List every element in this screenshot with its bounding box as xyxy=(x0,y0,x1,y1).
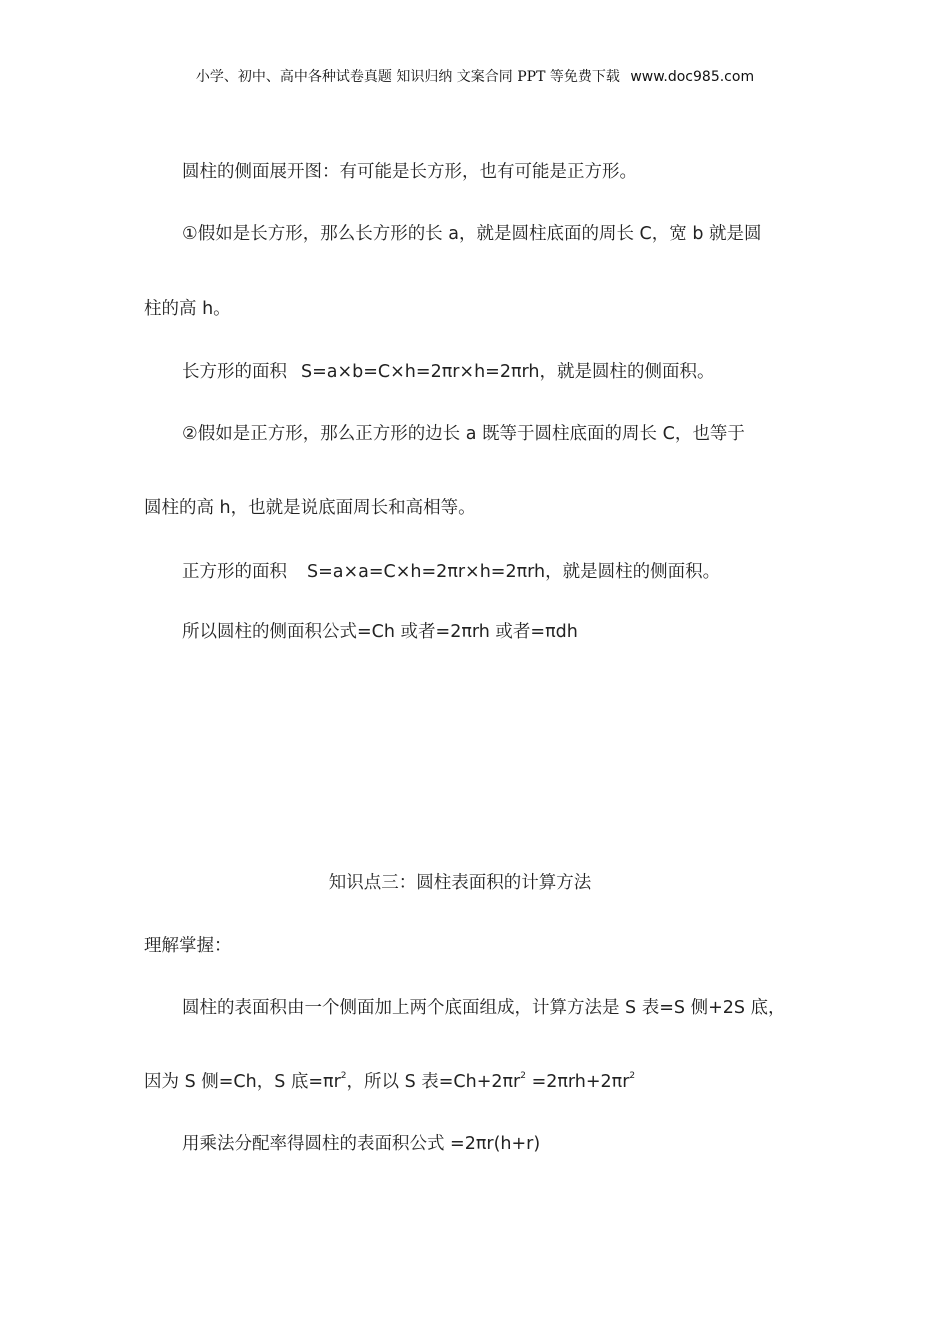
square-area-formula: S=a×a=C×h=2πr×h=2πrh，就是圆柱的侧面积。 xyxy=(307,562,721,582)
header-site-link[interactable]: www.doc985.com xyxy=(630,69,755,85)
superscript-2: 2 xyxy=(340,1071,347,1081)
header-text: 小学、初中、高中各种试卷真题 知识归纳 文案合同 PPT 等免费下载 xyxy=(195,69,620,85)
rectangle-area-label: 长方形的面积 xyxy=(182,362,287,382)
paragraph-square-case-line2: 圆柱的高 h，也就是说底面周长和高相等。 xyxy=(144,498,476,518)
surface-line2-part-a: 因为 S 侧=Ch，S 底=πr xyxy=(144,1072,341,1092)
paragraph-square-area xyxy=(182,560,720,584)
section-subtitle: 理解掌握： xyxy=(144,936,232,956)
surface-line2-part-c: =2πrh+2πr xyxy=(526,1072,630,1092)
surface-line2-part-b: ，所以 S 表=Ch+2πr xyxy=(346,1072,521,1092)
square-area-label: 正方形的面积 xyxy=(182,562,287,582)
superscript-2: 2 xyxy=(520,1071,526,1081)
paragraph-lateral-unfold: 圆柱的侧面展开图：有可能是长方形，也有可能是正方形。 xyxy=(182,162,637,182)
paragraph-rectangle-case-line2: 柱的高 h。 xyxy=(144,299,231,319)
paragraph-rectangle-area xyxy=(182,360,715,384)
section-title: 知识点三：圆柱表面积的计算方法 xyxy=(328,873,592,893)
paragraph-lateral-formula: 所以圆柱的侧面积公式=Ch 或者=2πrh 或者=πdh xyxy=(182,622,578,642)
paragraph-surface-formula: 用乘法分配率得圆柱的表面积公式 =2πr(h+r) xyxy=(182,1134,541,1154)
paragraph-surface-area-line2 xyxy=(144,1070,635,1094)
superscript-2: 2 xyxy=(629,1071,636,1081)
rectangle-area-formula: S=a×b=C×h=2πr×h=2πrh，就是圆柱的侧面积。 xyxy=(301,362,715,382)
paragraph-rectangle-case-line1: ①假如是长方形，那么长方形的长 a，就是圆柱底面的周长 C，宽 b 就是圆 xyxy=(182,224,762,244)
page-header xyxy=(0,66,950,86)
paragraph-square-case-line1: ②假如是正方形，那么正方形的边长 a 既等于圆柱底面的周长 C，也等于 xyxy=(182,424,745,444)
paragraph-surface-area-line1: 圆柱的表面积由一个侧面加上两个底面组成，计算方法是 S 表=S 侧+2S 底， xyxy=(182,998,786,1018)
